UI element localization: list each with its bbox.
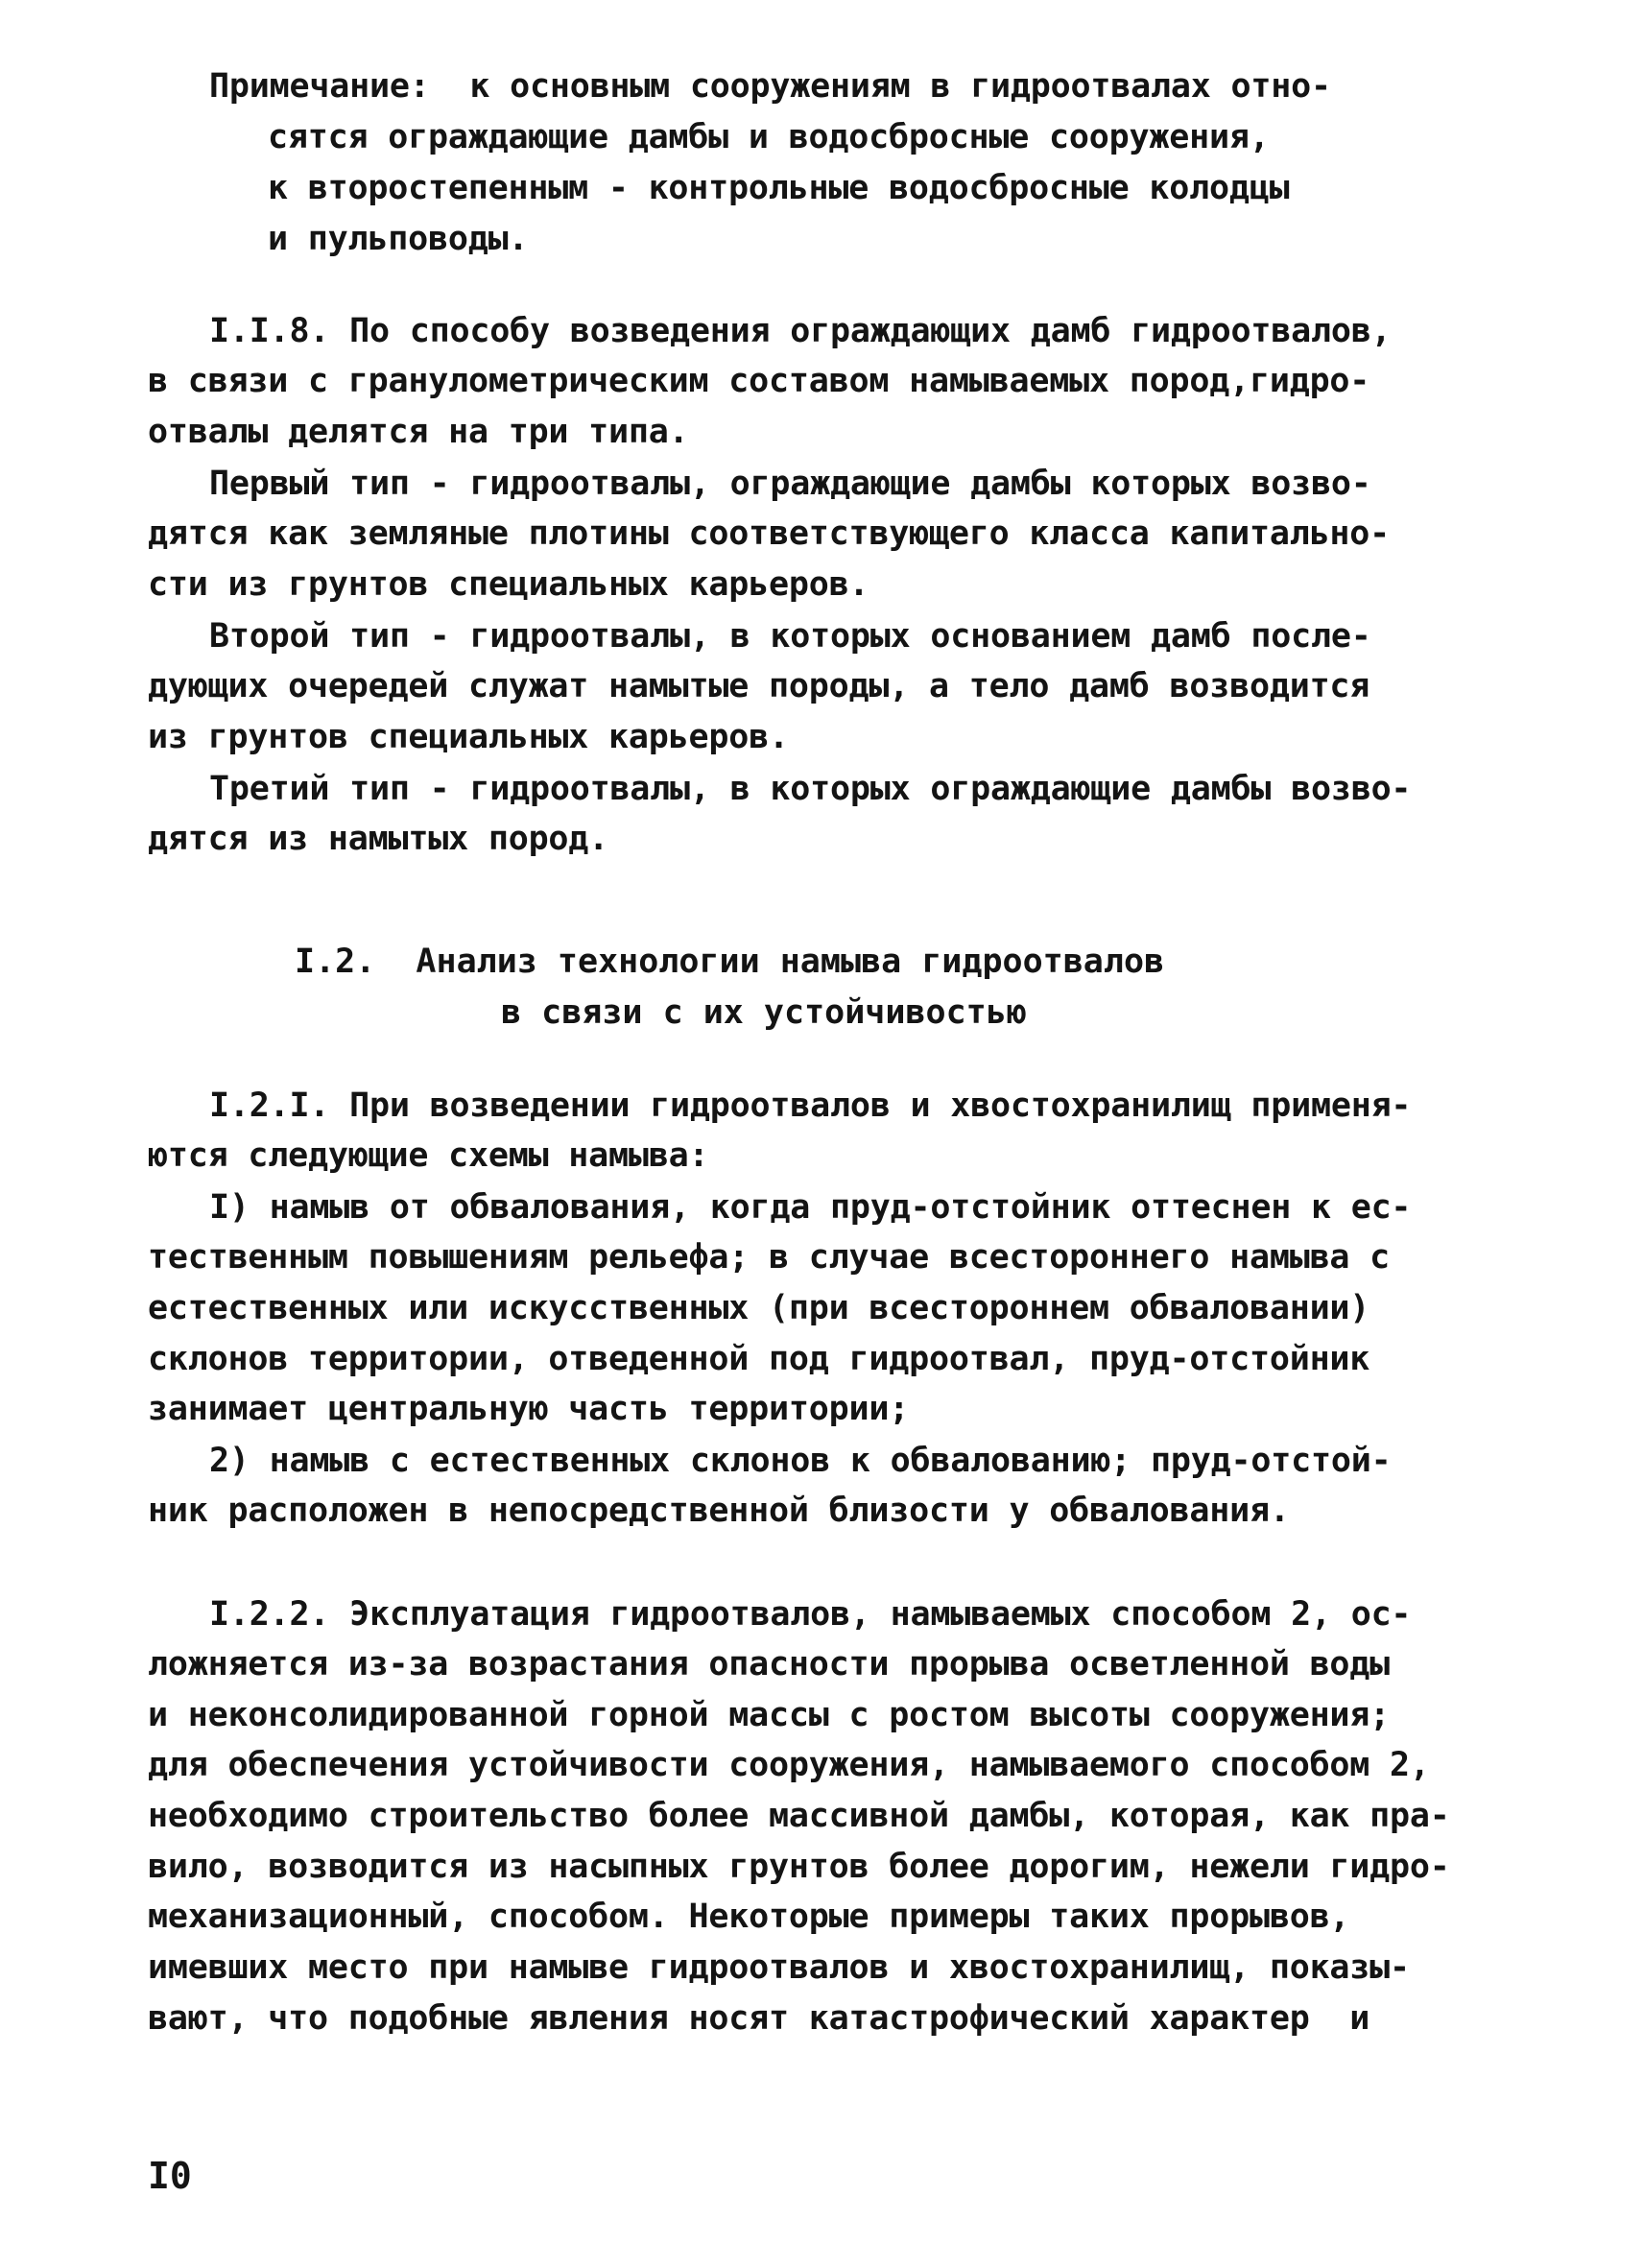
paragraph-line: сти из грунтов специальных карьеров. bbox=[148, 565, 869, 604]
list-item-line: занимает центральную часть территории; bbox=[148, 1390, 910, 1428]
list-item-line: естественных или искусственных (при всестороннем обваловании) bbox=[148, 1289, 1370, 1327]
list-item-line: склонов территории, отведенной под гидроотвал, пруд-отстойник bbox=[148, 1340, 1370, 1378]
paragraph-line: дятся как земляные плотины соответствующего класса капитально- bbox=[148, 514, 1391, 553]
paragraph-line: Второй тип - гидроотвалы, в которых основанием дамб после- bbox=[209, 617, 1371, 656]
paragraph-line: дятся из намытых пород. bbox=[148, 820, 609, 858]
paragraph-line: вают, что подобные явления носят катастрофический характер и bbox=[148, 1999, 1370, 2038]
paragraph-line: Третий тип - гидроотвалы, в которых ограждающие дамбы возво- bbox=[209, 770, 1412, 808]
page-number: I0 bbox=[148, 2155, 192, 2197]
paragraph-line: в связи с гранулометрическим составом намываемых пород,гидро- bbox=[148, 362, 1370, 400]
list-item-line: I) намыв от обвалования, когда пруд-отстойник оттеснен к ес- bbox=[209, 1188, 1412, 1227]
note-line: сятся ограждающие дамбы и водосбросные сооружения, bbox=[268, 118, 1270, 156]
paragraph-line: механизационный, способом. Некоторые примеры таких прорывов, bbox=[148, 1898, 1350, 1936]
note-line: и пульповоды. bbox=[268, 220, 529, 258]
paragraph-line: имевших место при намыве гидроотвалов и хвостохранилищ, показы- bbox=[148, 1948, 1410, 1987]
list-item-line: тественным повышениям рельефа; в случае всестороннего намыва с bbox=[148, 1238, 1391, 1277]
paragraph-line: отвалы делятся на три типа. bbox=[148, 413, 689, 451]
paragraph-line: Первый тип - гидроотвалы, ограждающие дамбы которых возво- bbox=[209, 465, 1371, 503]
section-heading: в связи с их устойчивостью bbox=[501, 993, 1027, 1032]
paragraph-line: дующих очередей служат намытые породы, а тело дамб возводится bbox=[148, 667, 1370, 705]
paragraph-line: и неконсолидированной горной массы с ростом высоты сооружения; bbox=[148, 1696, 1391, 1734]
note-line: к второстепенным - контрольные водосбросные колодцы bbox=[268, 169, 1290, 207]
paragraph-line: вило, возводится из насыпных грунтов более дорогим, нежели гидро- bbox=[148, 1848, 1450, 1886]
paragraph-line: ются следующие схемы намыва: bbox=[148, 1136, 709, 1175]
note-line: Примечание: к основным сооружениям в гидроотвалах отно- bbox=[209, 67, 1331, 106]
paragraph-line: I.I.8. По способу возведения ограждающих дамб гидроотвалов, bbox=[209, 312, 1392, 350]
section-heading: I.2. Анализ технологии намыва гидроотвалов bbox=[295, 943, 1165, 981]
paragraph-line: I.2.I. При возведении гидроотвалов и хвостохранилищ применя- bbox=[209, 1086, 1412, 1125]
paragraph-line: ложняется из-за возрастания опасности прорыва осветленной воды bbox=[148, 1645, 1391, 1683]
paragraph-line: для обеспечения устойчивости сооружения, намываемого способом 2, bbox=[148, 1746, 1430, 1784]
paragraph-line: из грунтов специальных карьеров. bbox=[148, 718, 789, 756]
list-item-line: ник расположен в непосредственной близости у обвалования. bbox=[148, 1492, 1290, 1530]
paragraph-line: необходимо строительство более массивной дамбы, которая, как пра- bbox=[148, 1797, 1450, 1835]
list-item-line: 2) намыв с естественных склонов к обвалованию; пруд-отстой- bbox=[209, 1442, 1392, 1480]
paragraph-line: I.2.2. Эксплуатация гидроотвалов, намываемых способом 2, ос- bbox=[209, 1595, 1412, 1634]
